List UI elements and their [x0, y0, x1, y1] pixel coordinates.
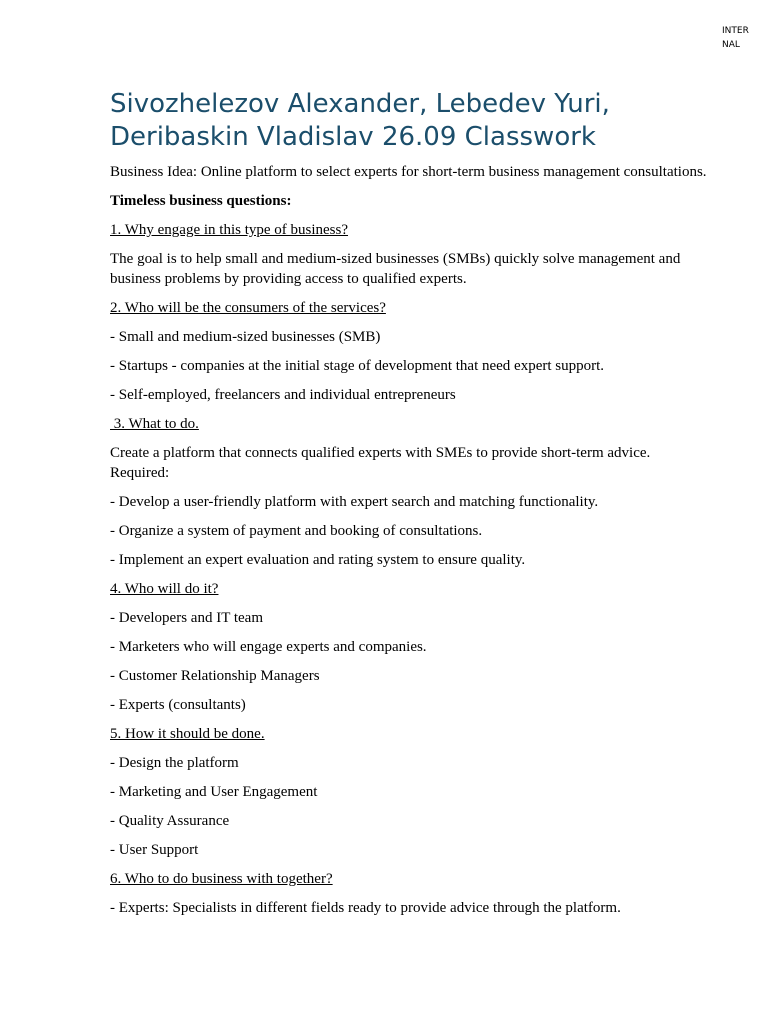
- list-item: - Small and medium-sized businesses (SMB): [110, 329, 381, 345]
- question-2-heading: 2. Who will be the consumers of the services?: [110, 300, 386, 316]
- list-item: - Startups - companies at the initial stage of development that need expert support.: [110, 358, 605, 374]
- list-item: - Organize a system of payment and booking of consultations.: [110, 523, 483, 539]
- list-item: - Marketing and User Engagement: [110, 784, 318, 800]
- question-3-intro: Create a platform that connects qualified experts with SMEs to provide short-term advice. Required:: [110, 445, 651, 481]
- business-idea: Business Idea: Online platform to select experts for short-term business management consultations.: [110, 164, 707, 180]
- document-title: Sivozhelezov Alexander, Lebedev Yuri, Deribaskin Vladislav 26.09 Classwork: [110, 89, 610, 152]
- list-item: - User Support: [110, 842, 199, 858]
- classification-label: INTERNAL: [722, 26, 749, 50]
- list-item: - Implement an expert evaluation and rating system to ensure quality.: [110, 552, 526, 568]
- timeless-heading: Timeless business questions:: [110, 193, 292, 209]
- list-item: - Quality Assurance: [110, 813, 230, 829]
- question-3-heading: 3. What to do.: [110, 416, 199, 432]
- list-item: - Experts (consultants): [110, 697, 246, 713]
- document-body: [110, 88, 710, 927]
- question-6-heading: 6. Who to do business with together?: [110, 871, 333, 887]
- question-1-heading: 1. Why engage in this type of business?: [110, 222, 349, 238]
- list-item: - Marketers who will engage experts and companies.: [110, 639, 427, 655]
- question-1-answer: The goal is to help small and medium-sized businesses (SMBs) quickly solve management and business problems by providing access to qualified experts.: [110, 251, 681, 287]
- question-4-heading: 4. Who will do it?: [110, 581, 219, 597]
- list-item: - Experts: Specialists in different fields ready to provide advice through the platform.: [110, 900, 621, 916]
- question-5-heading: 5. How it should be done.: [110, 726, 265, 742]
- list-item: - Customer Relationship Managers: [110, 668, 320, 684]
- list-item: - Develop a user-friendly platform with expert search and matching functionality.: [110, 494, 599, 510]
- list-item: - Design the platform: [110, 755, 239, 771]
- list-item: - Self-employed, freelancers and individual entrepreneurs: [110, 387, 456, 403]
- list-item: - Developers and IT team: [110, 610, 263, 626]
